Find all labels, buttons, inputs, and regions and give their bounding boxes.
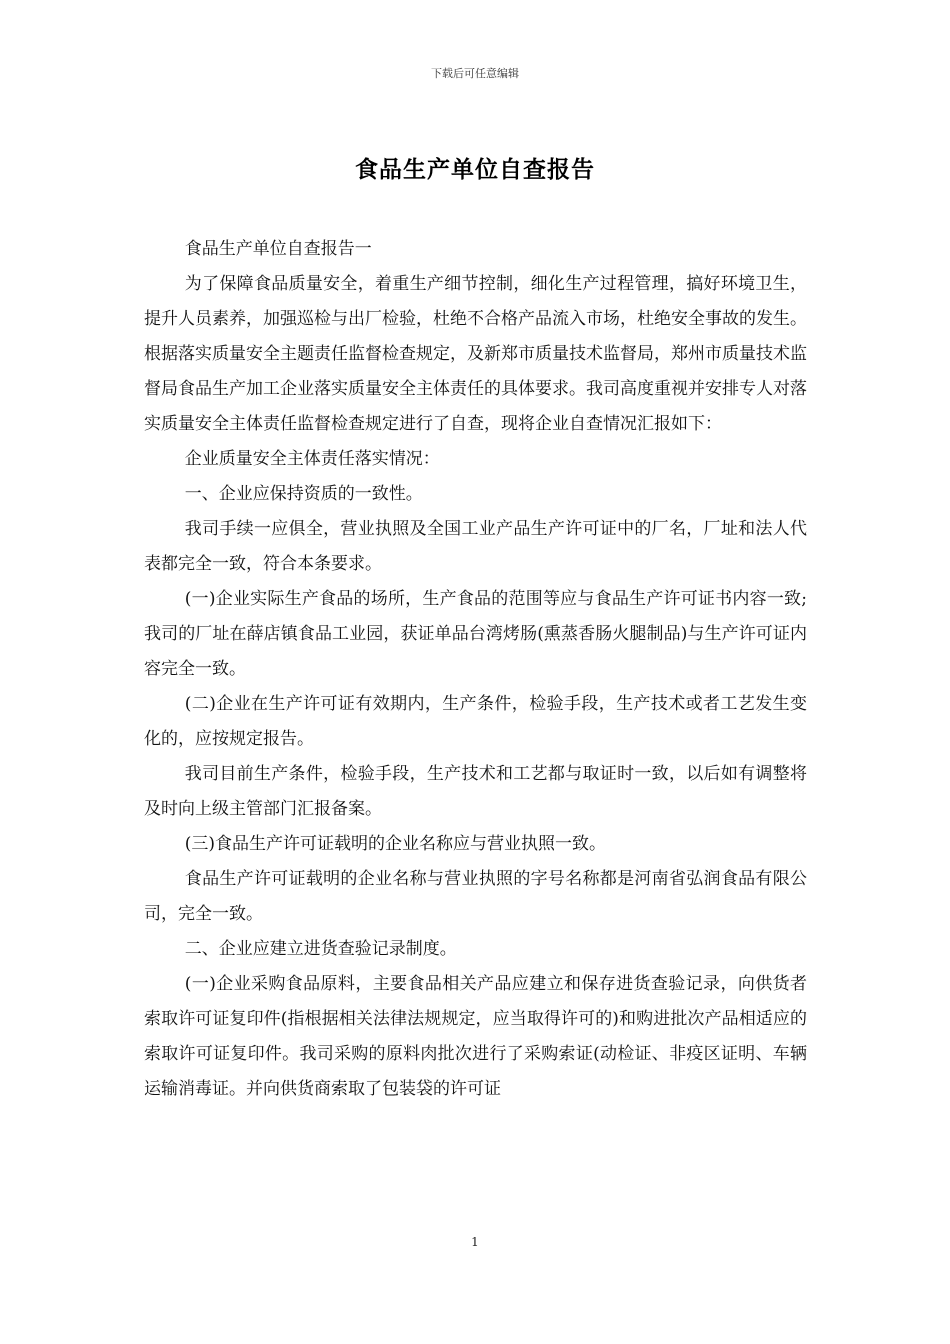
paragraph: 我司手续一应俱全，营业执照及全国工业产品生产许可证中的厂名，厂址和法人代表都完全一致，符合本条要求。	[144, 519, 807, 574]
paragraph: 我司目前生产条件，检验手段，生产技术和工艺都与取证时一致，以后如有调整将及时向上级主管部门汇报备案。	[144, 764, 807, 819]
document-title: 食品生产单位自查报告	[355, 156, 595, 183]
paragraph: (三)食品生产许可证载明的企业名称应与营业执照一致。	[184, 834, 607, 854]
paragraph: (一)企业采购食品原料，主要食品相关产品应建立和保存进货查验记录，向供货者索取许可证复印件(指根据相关法律法规规定，应当取得许可的)和购进批次产品相适应的索取许可证复印件。我司采购的原料肉批次进行了采购索证(动检证、非疫区证明、车辆运输消毒证。并向供货商索取了包装袋的许可证	[144, 974, 807, 1099]
paragraph: (二)企业在生产许可证有效期内，生产条件，检验手段，生产技术或者工艺发生变化的，应按规定报告。	[144, 694, 807, 749]
paragraph-subtitle: 食品生产单位自查报告一	[184, 239, 372, 259]
paragraph-intro: 为了保障食品质量安全，着重生产细节控制，细化生产过程管理，搞好环境卫生，提升人员素养，加强巡检与出厂检验，杜绝不合格产品流入市场，杜绝安全事故的发生。根据落实质量安全主题责任监督检查规定，及新郑市质量技术监督局，郑州市质量技术监督局食品生产加工企业落实质量安全主体责任的具体要求。我司高度重视并安排专人对落实质量安全主体责任监督检查规定进行了自查，现将企业自查情况汇报如下：	[144, 274, 807, 434]
paragraph-heading-2: 二、企业应建立进货查验记录制度。	[184, 939, 457, 959]
paragraph: 食品生产许可证载明的企业名称与营业执照的字号名称都是河南省弘润食品有限公司，完全一致。	[144, 869, 807, 924]
paragraph: (一)企业实际生产食品的场所，生产食品的范围等应与食品生产许可证书内容一致;我司的厂址在薛店镇食品工业园，获证单品台湾烤肠(熏蒸香肠火腿制品)与生产许可证内容完全一致。	[144, 589, 807, 679]
paragraph-section-heading: 企业质量安全主体责任落实情况：	[184, 449, 440, 469]
page-number: 1	[471, 1235, 479, 1249]
document-body	[144, 232, 807, 1107]
header-note: 下载后可任意编辑	[431, 67, 519, 80]
paragraph-heading-1: 一、企业应保持资质的一致性。	[184, 484, 423, 504]
